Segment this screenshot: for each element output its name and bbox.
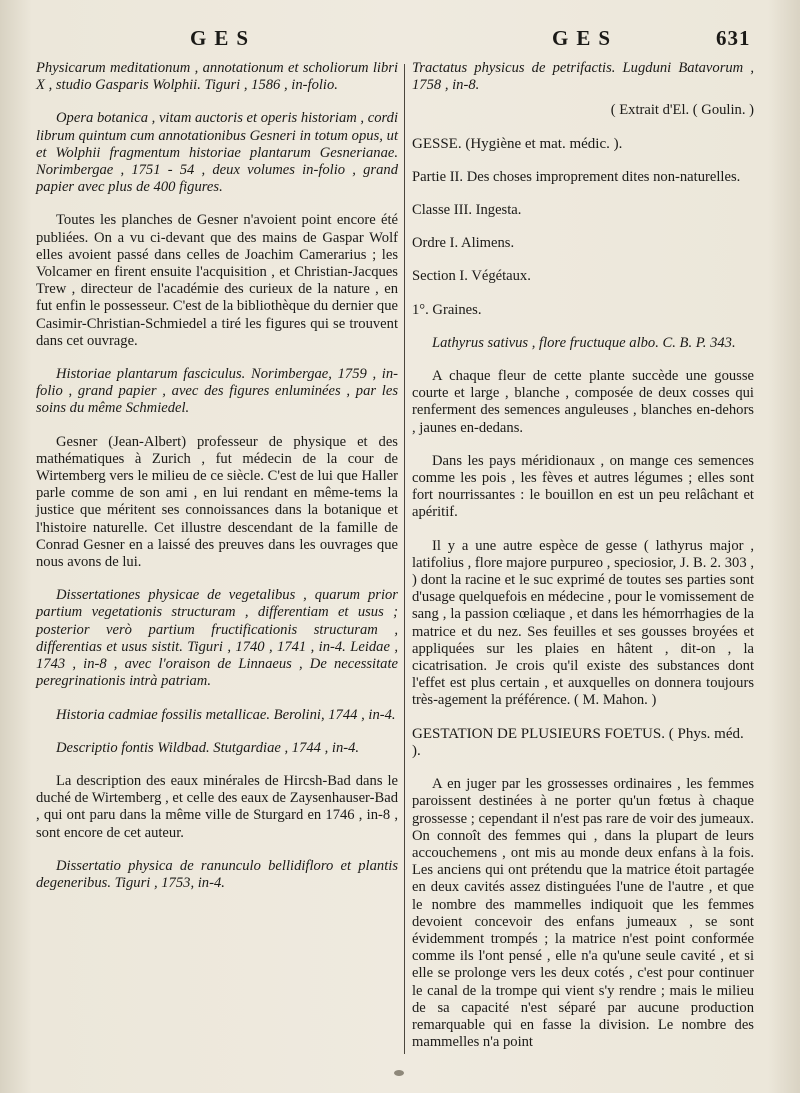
entry-opera-botanica: Opera botanica , vitam auctoris et operis historiam , cordi librum quintum cum annotationibus Gesneri in totum opus, ut et Wolphii fragmentum historiae plantarum Gesnerianae. Norimbergae , 1751 - 54 , deux volumes in-folio , grand papier avec plus de 400 figures. bbox=[36, 110, 398, 196]
biography-gesner-jean-albert: Gesner (Jean-Albert) professeur de physique et des mathématiques à Zurich , fut médecin de la cour de Wirtemberg vers le milieu de ce siècle. C'est de lui que Haller parle comme de son ami , en lui rendant en même-tems la justice que méritent ses connoissances dans la botanique et l'histoire naturelle. Cet illustre descendant de la famille de Conrad Gesner en a laissé des preuves dans les ouvrages que nous avons de lui. bbox=[36, 433, 398, 571]
running-head-right: GES bbox=[552, 26, 619, 50]
right-column bbox=[412, 60, 754, 1067]
paragraph-pays-meridionaux: Dans les pays méridionaux , on mange ces semences comme les pois , les fèves et autres légumes ; elles sont fort nourrissantes : le bouillon en est un peu relâchant et apéritif. bbox=[412, 452, 754, 521]
running-head bbox=[0, 22, 800, 52]
classification-classe: Classe III. Ingesta. bbox=[412, 202, 522, 219]
entry-physicarum: Physicarum meditationum , annotationum et scholiorum libri X , studio Gasparis Wolphii. Tiguri , 1586 , in-folio. bbox=[36, 60, 398, 94]
entry-attribution: ( Extrait d'El. ( Goulin. ) bbox=[610, 102, 754, 119]
left-column bbox=[36, 60, 398, 908]
classification-section: Section I. Végétaux. bbox=[412, 268, 531, 285]
paragraph-fleur: A chaque fleur de cette plante succède une gousse courte et large , blanche , composée de deux cosses qui renferment des semences anguleuses , blanches en-dehors , jaunes en-dedans. bbox=[412, 368, 754, 436]
species-lathyrus: Lathyrus sativus , flore fructuque albo. C. B. P. 343. bbox=[432, 334, 736, 351]
classification-partie: Partie II. Des choses improprement dites non-naturelles. bbox=[412, 168, 741, 185]
entry-historiae-plantarum: Historiae plantarum fasciculus. Norimbergae, 1759 , in-folio , grand papier , avec des figures enluminées , par les soins du même Schmiedel. bbox=[36, 366, 398, 417]
paragraph-grossesses: A en juger par les grossesses ordinaires , les femmes paroissent destinées à ne porter qu'un fœtus à chaque grossesse ; cependant il n'est pas rare de voir des jumeaux. On connoît des femmes qui , dans la plupart de leurs accouchemens , ont mis au monde deux enfans à la fois. Les anciens qui ont prétendu que la matrice étoit partagée en deux cavités assez distinguées l'une de l'autre , et que le nombre des mammelles indiquoit que les femmes devoient concevoir des enfans jumeaux , se sont évidemment trompés ; la matrice n'est point conformée comme ils l'ont pensé , elle n'a qu'une seule cavité , et si elle se prolonge vers les deux cotés , c'est pour continuer le canal de la trompe qui vient s'y rendre ; mais le milieu de sa capacité n'est séparé par aucune production remarquable qui en fasse la division. Le nombre des mammelles n'a point bbox=[412, 776, 754, 1051]
column-divider bbox=[404, 64, 405, 1054]
ink-blot bbox=[394, 1070, 404, 1076]
classification-ordre: Ordre I. Alimens. bbox=[412, 235, 515, 252]
entry-dissertationes: Dissertationes physicae de vegetalibus , quarum prior partium vegetationis structuram , differentiam et usus ; posterior verò partium fructificationis structuram , differentias et usus sistit. Tiguri , 1740 , 1741 , in-4. Leidae , 1743 , in-8 , avec l'oraison de Linnaeus , De necessitate peregrinationis intrà patriam. bbox=[36, 587, 398, 690]
entry-descriptio-fontis: Descriptio fontis Wildbad. Stutgardiae , 1744 , in-4. bbox=[56, 739, 360, 756]
paragraph-autre-espece: Il y a une autre espèce de gesse ( lathyrus major , latifolius , flore majore purpureo , speciosior, J. B. 2. 303 , ) dont la racine et le suc exprimé de toutes ses parties sont d'usage quelquefois en médecine , pour le vomissement de sang , la passion cœliaque , et dans les hémorrhagies de la matrice et du nez. Ses feuilles et ses gousses broyées et appliquées sur les plaies en hâtent , dit-on , la cicatrisation. Je crois qu'il existe des substances dont l'effet est plus certain , et auxquelles on donnera toujours très-agement la préférence. ( M. Mahon. ) bbox=[412, 537, 754, 709]
heading-gestation: GESTATION DE PLUSIEURS FOETUS. ( Phys. méd. ). bbox=[412, 725, 744, 759]
paragraph-eaux-minerales: La description des eaux minérales de Hircsh-Bad dans le duché de Wirtemberg , et celle des eaux de Zaysenhauser-Bad , qui ont paru dans la même ville de Sturgard en 1746 , in-8 , sont encore de cet auteur. bbox=[36, 772, 398, 841]
entry-tractatus: Tractatus physicus de petrifactis. Lugduni Batavorum , 1758 , in-8. bbox=[412, 60, 754, 94]
paragraph-planches: Toutes les planches de Gesner n'avoient point encore été publiées. On a vu ci-devant que des mains de Gaspar Wolf elles avoient passé dans celles de Joachim Camerarius ; les Volcamer en firent ensuite l'acquisition , et Christian-Jacques Trew , directeur de l'académie des curieux de la nature , en fut enfin le possesseur. C'est de la bibliothèque du dernier que Casimir-Christian-Schmiedel a tiré les figures qui se trouvent dans cet ouvrage. bbox=[36, 212, 398, 349]
entry-historia-cadmiae: Historia cadmiae fossilis metallicae. Berolini, 1744 , in-4. bbox=[56, 706, 396, 723]
page-number: 631 bbox=[716, 26, 751, 50]
heading-gesse: GESSE. (Hygiène et mat. médic. ). bbox=[412, 135, 623, 152]
entry-dissertatio-ranunculo: Dissertatio physica de ranunculo bellidifloro et plantis degeneribus. Tiguri , 1753, in-4. bbox=[36, 857, 398, 891]
running-head-left: GES bbox=[190, 26, 257, 50]
classification-graines: 1°. Graines. bbox=[412, 301, 482, 318]
